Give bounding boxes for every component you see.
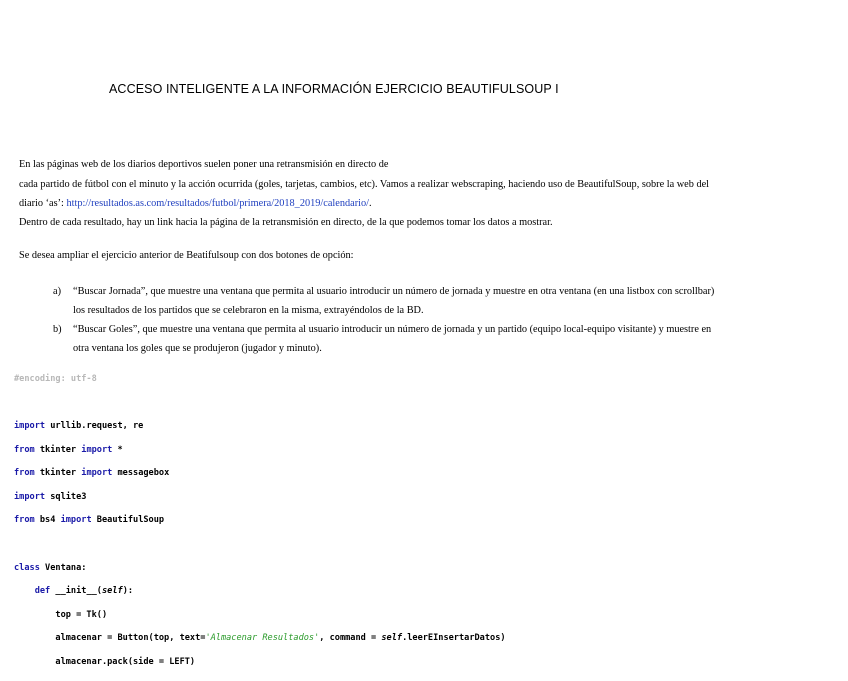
- code-import-sqlite: import sqlite3: [14, 491, 87, 502]
- code-pack-line: almacenar.pack(side = LEFT): [14, 656, 196, 667]
- intro-line-2: cada partido de fútbol con el minuto y la acción ocurrida (goles, tarjetas, cambios, etc). Vamos a realizar webscraping, haciendo uso de BeautifulSoup, sobre la web del: [19, 179, 710, 190]
- option-a-marker: a): [53, 286, 61, 297]
- code-import-bs4: from bs4 import BeautifulSoup: [14, 515, 165, 526]
- option-a: [0, 286, 848, 326]
- option-b-marker: b): [53, 324, 62, 335]
- document-title: ACCESO INTELIGENTE A LA INFORMACIÓN EJERCICIO BEAUTIFULSOUP I: [109, 82, 559, 96]
- code-import-messagebox: from tkinter import messagebox: [14, 468, 170, 479]
- code-block: [14, 362, 506, 681]
- code-init-def: def __init__(self):: [34, 586, 134, 597]
- request-text: Se desea ampliar el ejercicio anterior de Beatifulsoup con dos botones de opción:: [19, 250, 354, 261]
- option-a-line-1: “Buscar Jornada”, que muestre una ventana que permita al usuario introducir un número de jornada y muestre en otra ventana (en una listbox con scrollbar): [73, 286, 715, 297]
- code-class-def: class Ventana:: [14, 562, 87, 573]
- code-top-line: top = Tk(): [14, 609, 108, 620]
- code-encoding-comment: #encoding: utf-8: [14, 373, 97, 384]
- code-blank-line: [14, 397, 506, 409]
- intro-line-3-suffix: .: [369, 198, 372, 209]
- option-b-line-1: “Buscar Goles”, que muestre una ventana que permita al usuario introducir un número de jornada y un partido (equipo local-equipo visitante) y muestre en: [73, 324, 712, 335]
- code-blank-line: [14, 539, 506, 551]
- intro-line-4: Dentro de cada resultado, hay un link hacia la página de la retransmisión en directo, de la que podemos tomar los datos a mostrar.: [19, 217, 553, 228]
- intro-line-3-prefix: diario ‘as’:: [19, 198, 67, 209]
- code-import-tkinter: from tkinter import *: [14, 444, 123, 455]
- code-almacenar-line: almacenar = Button(top, text='Almacenar Resultados', command = self.leerEInsertarDatos): [14, 633, 506, 644]
- calendar-link[interactable]: http://resultados.as.com/resultados/futbol/primera/2018_2019/calendario/: [66, 198, 370, 209]
- intro-line-3: [19, 197, 372, 211]
- intro-line-1: En las páginas web de los diarios deportivos suelen poner una retransmisión en directo de: [19, 159, 389, 170]
- option-b: [0, 324, 848, 364]
- option-a-line-2: los resultados de los partidos que se celebraron en la misma, extrayéndolos de la BD.: [73, 305, 424, 316]
- option-b-line-2: otra ventana los goles que se produjeron (jugador y minuto).: [73, 343, 322, 354]
- code-import-urllib: import urllib.request, re: [14, 420, 144, 431]
